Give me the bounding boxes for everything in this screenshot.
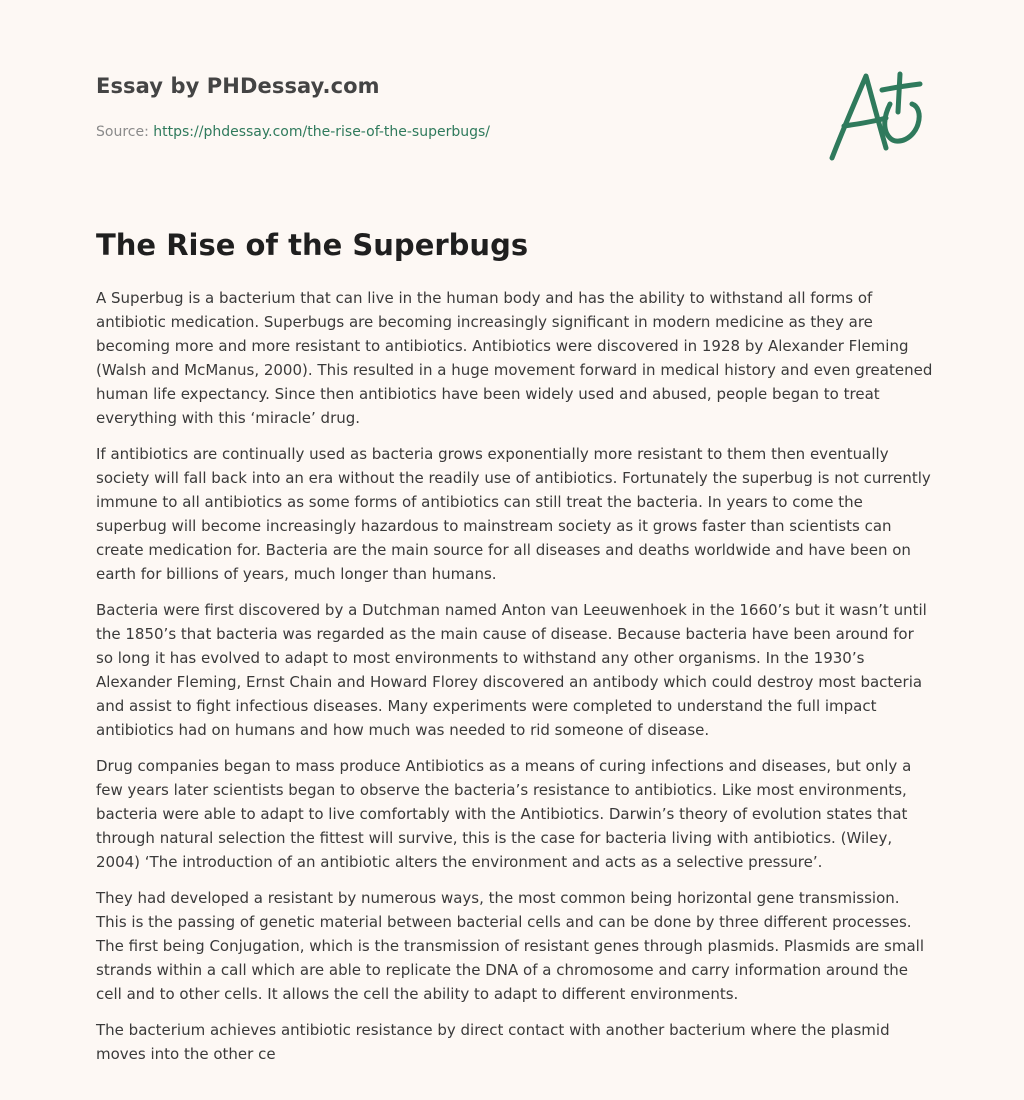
article-paragraph: Bacteria were first discovered by a Dutchman named Anton van Leeuwenhoek in the 1660’s but it wasn’t until the 1850’s that bacteria was regarded as the main cause of disease. Because bacteria have been around for so long it has evolved to adapt to most environments to withstand any other organisms. In the 1930’s Alexander Fleming, Ernst Chain and Howard Florey discovered an antibody which could destroy most bacteria and assist to fight infectious diseases. Many experiments were completed to understand the full impact antibiotics had on humans and how much was needed to rid someone of disease. [96,601,927,739]
source-line [96,124,490,140]
page-header [96,0,936,200]
article-body [96,286,934,1078]
a-plus-logo-icon [824,66,928,166]
essay-page [96,0,936,1063]
source-link[interactable]: https://phdessay.com/the-rise-of-the-superbugs/ [153,124,491,140]
source-label: Source: [96,124,149,140]
article-paragraph: The bacterium achieves antibiotic resistance by direct contact with another bacterium where the plasmid moves into the other ce [96,1021,890,1063]
brand-title: Essay by PHDessay.com [96,74,380,98]
article-paragraph: Drug companies began to mass produce Antibiotics as a means of curing infections and diseases, but only a few years later scientists began to observe the bacteria’s resistance to antibiotics. Like most environments, bacteria were able to adapt to live comfortably with the Antibiotics. Darwin’s theory of evolution states that through natural selection the fittest will survive, this is the case for bacteria living with antibiotics. (Wiley, 2004) ‘The introduction of an antibiotic alters the environment and acts as a selective pressure’. [96,757,912,871]
article-paragraph: They had developed a resistant by numerous ways, the most common being horizontal gene transmission. This is the passing of genetic material between bacterial cells and can be done by three different processes. The first being Conjugation, which is the transmission of resistant genes through plasmids. Plasmids are small strands within a call which are able to replicate the DNA of a chromosome and carry information around the cell and to other cells. It allows the cell the ability to adapt to different environments. [96,889,924,1003]
article-title: The Rise of the Superbugs [96,228,529,262]
article-paragraph: If antibiotics are continually used as bacteria grows exponentially more resistant to them then eventually society will fall back into an era without the readily use of antibiotics. Fortunately the superbug is not currently immune to all antibiotics as some forms of antibiotics can still treat the bacteria. In years to come the superbug will become increasingly hazardous to mainstream society as it grows faster than scientists can create medication for. Bacteria are the main source for all diseases and deaths worldwide and have been on earth for billions of years, much longer than humans. [96,445,931,583]
article-paragraph: A Superbug is a bacterium that can live in the human body and has the ability to withstand all forms of antibiotic medication. Superbugs are becoming increasingly significant in modern medicine as they are becoming more and more resistant to antibiotics. Antibiotics were discovered in 1928 by Alexander Fleming (Walsh and McManus, 2000). This resulted in a huge movement forward in medical history and even greatened human life expectancy. Since then antibiotics have been widely used and abused, people began to treat everything with this ‘miracle’ drug. [96,289,933,427]
